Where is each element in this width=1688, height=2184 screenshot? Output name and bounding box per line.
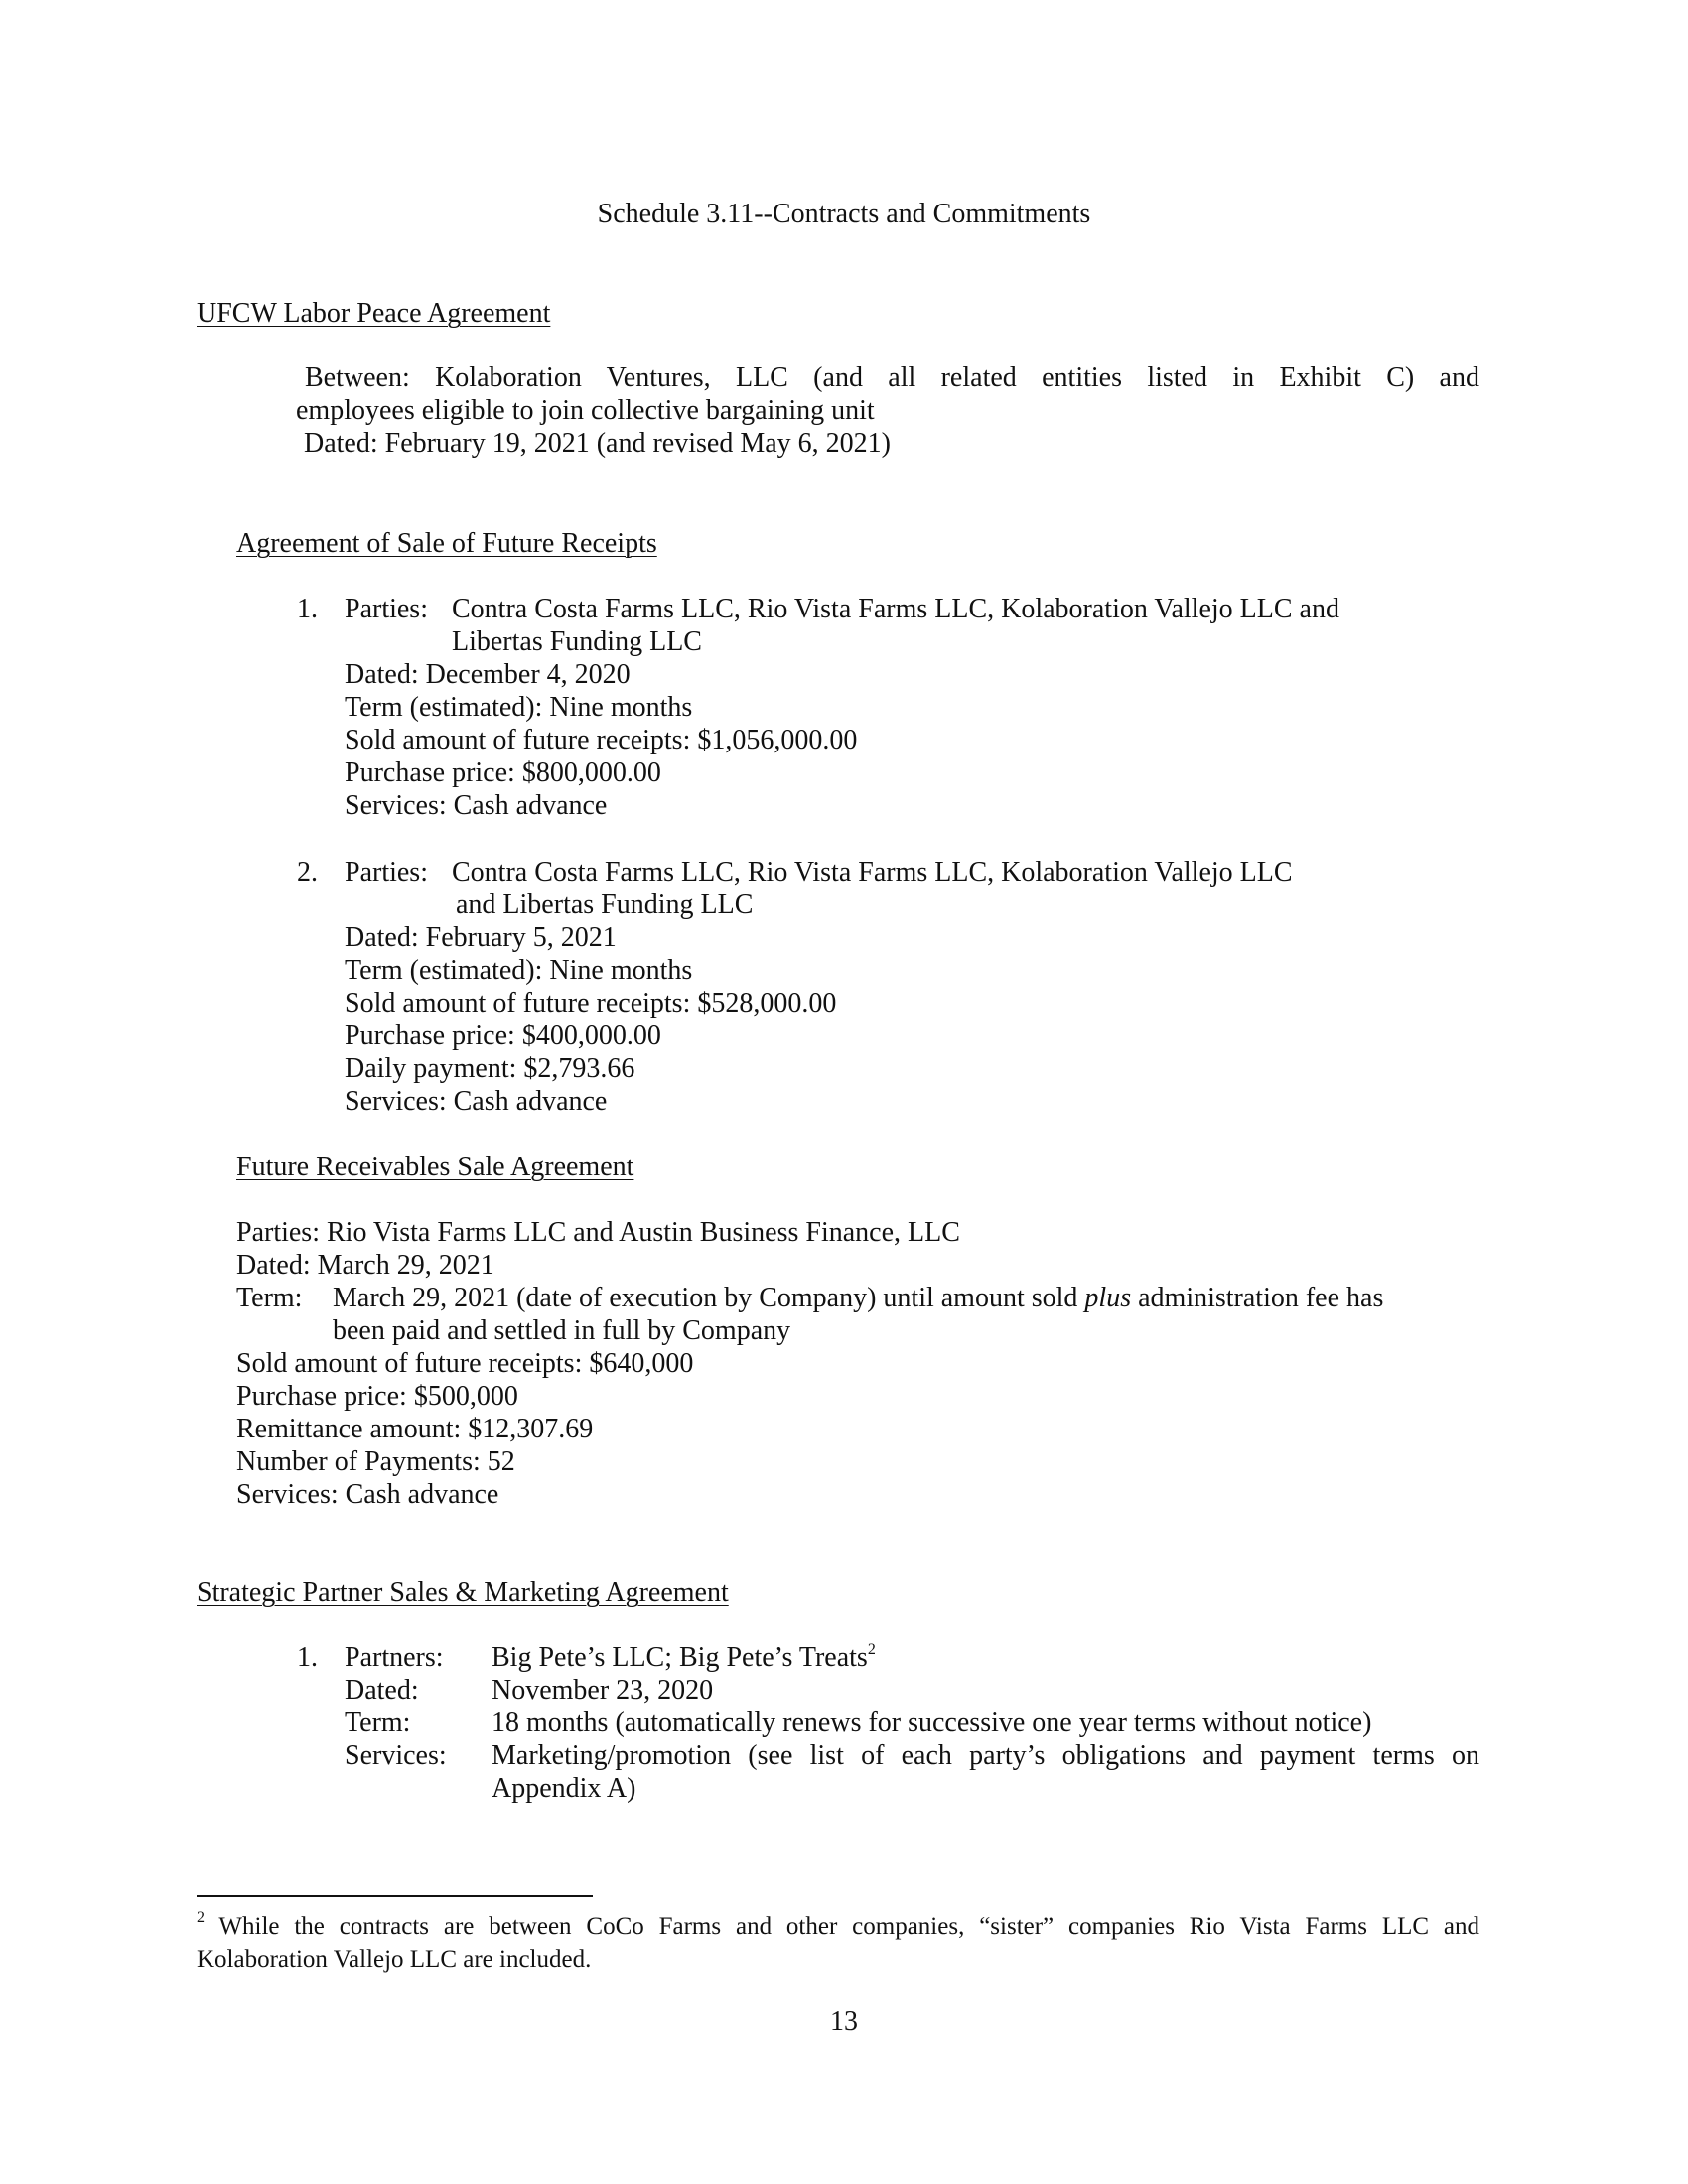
- receivables-payments: Number of Payments: 52: [236, 1446, 515, 1477]
- item-number: 2.: [297, 857, 318, 887]
- sold-amount-line: Sold amount of future receipts: $528,000.00: [345, 988, 837, 1019]
- receivables-remittance: Remittance amount: $12,307.69: [236, 1414, 594, 1444]
- partners-text: Big Pete’s LLC; Big Pete’s Treats: [492, 1642, 868, 1673]
- strategic-term-value: 18 months (automatically renews for successive one year terms without notice): [492, 1707, 1372, 1738]
- purchase-price-line: Purchase price: $400,000.00: [345, 1021, 661, 1051]
- receivables-sold: Sold amount of future receipts: $640,000: [236, 1348, 694, 1379]
- receivables-term-label: Term:: [236, 1283, 303, 1313]
- labor-between-line1: Between: Kolaboration Ventures, LLC (and all related entities listed in Exhibit C) and: [305, 362, 1479, 393]
- labor-between-line2: employees eligible to join collective bargaining unit: [296, 395, 875, 426]
- receivables-dated: Dated: March 29, 2021: [236, 1250, 494, 1281]
- footnote-text1: While the contracts are between CoCo Farms and other companies, “sister” companies Rio Vista Farms LLC and: [205, 1913, 1479, 1940]
- page-number: 13: [830, 2006, 858, 2037]
- term-line1-end: administration fee has: [1131, 1283, 1384, 1313]
- receivables-price: Purchase price: $500,000: [236, 1381, 518, 1412]
- strategic-services-line1: Marketing/promotion (see list of each party’s obligations and payment terms on: [492, 1740, 1479, 1771]
- dated-line: Dated: December 4, 2020: [345, 659, 631, 690]
- strategic-term-label: Term:: [345, 1707, 411, 1738]
- labor-heading: UFCW Labor Peace Agreement: [197, 298, 551, 329]
- parties-line1: Contra Costa Farms LLC, Rio Vista Farms LLC, Kolaboration Vallejo LLC and: [452, 594, 1339, 624]
- parties-label: Parties:: [345, 594, 428, 624]
- strategic-item-number: 1.: [297, 1642, 318, 1673]
- term-line1-start: March 29, 2021 (date of execution by Company) until amount sold: [333, 1283, 1085, 1313]
- sold-amount-line: Sold amount of future receipts: $1,056,000.00: [345, 725, 858, 755]
- strategic-services-label: Services:: [345, 1740, 447, 1771]
- receivables-services: Services: Cash advance: [236, 1479, 499, 1510]
- strategic-dated-label: Dated:: [345, 1675, 419, 1706]
- receivables-term-line2: been paid and settled in full by Company: [333, 1315, 791, 1346]
- term-line: Term (estimated): Nine months: [345, 692, 693, 723]
- footnote-separator: [197, 1895, 593, 1897]
- services-line: Services: Cash advance: [345, 790, 608, 821]
- dated-line: Dated: February 5, 2021: [345, 922, 617, 953]
- strategic-dated-value: November 23, 2020: [492, 1675, 714, 1706]
- receipts-heading: Agreement of Sale of Future Receipts: [236, 528, 657, 559]
- services-line: Services: Cash advance: [345, 1086, 608, 1117]
- daily-payment-line: Daily payment: $2,793.66: [345, 1053, 635, 1084]
- partners-label: Partners:: [345, 1642, 444, 1673]
- parties-line1: Contra Costa Farms LLC, Rio Vista Farms LLC, Kolaboration Vallejo LLC: [452, 857, 1293, 887]
- receivables-heading: Future Receivables Sale Agreement: [236, 1152, 634, 1182]
- term-line1-emphasis: plus: [1084, 1283, 1132, 1313]
- labor-dated: Dated: February 19, 2021 (and revised May 6, 2021): [304, 428, 891, 459]
- footnote-line2: Kolaboration Vallejo LLC are included.: [197, 1946, 592, 1973]
- purchase-price-line: Purchase price: $800,000.00: [345, 757, 661, 788]
- parties-label: Parties:: [345, 857, 428, 887]
- schedule-title: Schedule 3.11--Contracts and Commitments: [597, 199, 1091, 229]
- partners-value: [492, 1641, 876, 1678]
- strategic-services-line2: Appendix A): [492, 1773, 636, 1804]
- receivables-parties: Parties: Rio Vista Farms LLC and Austin Business Finance, LLC: [236, 1217, 960, 1248]
- footnote-mark: 2: [197, 1909, 205, 1926]
- receivables-term-line1: [333, 1282, 1383, 1314]
- item-number: 1.: [297, 594, 318, 624]
- strategic-heading: Strategic Partner Sales & Marketing Agreement: [197, 1577, 729, 1608]
- parties-line2: and Libertas Funding LLC: [456, 889, 754, 920]
- footnote-line1: [197, 1910, 1479, 1946]
- term-line: Term (estimated): Nine months: [345, 955, 693, 986]
- parties-line2: Libertas Funding LLC: [452, 626, 702, 657]
- footnote-reference: 2: [867, 1641, 876, 1658]
